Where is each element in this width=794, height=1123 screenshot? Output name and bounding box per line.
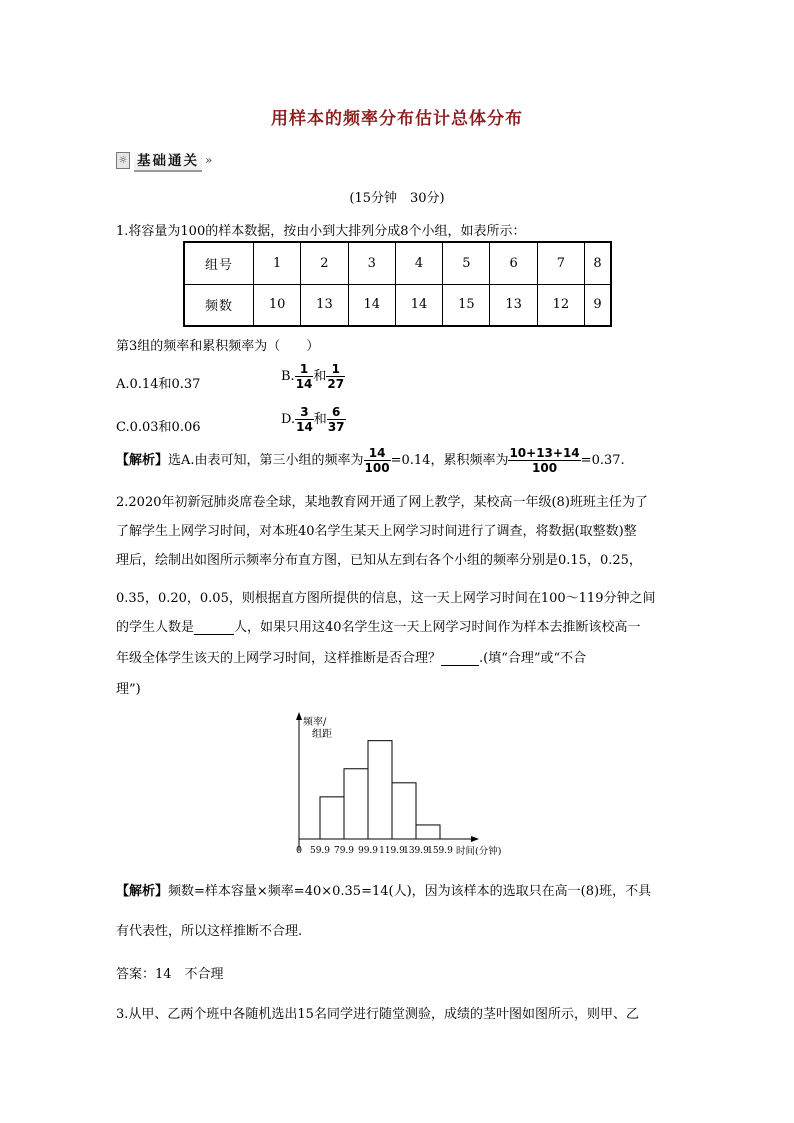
table-cell: 13 [301,284,348,326]
histogram-bar [368,741,392,839]
x-label: 时间(分钟) [456,846,502,857]
fraction [364,446,391,475]
section-label: 基础通关 [134,149,202,172]
conjunction: 和 [313,369,327,384]
table-cell: 10 [254,284,301,326]
option-a: A.0.14和0.37 [116,377,201,392]
fraction [326,362,345,391]
time-note: (15分钟 30分) [349,191,445,206]
fraction [295,405,314,434]
analysis-text: 频数=样本容量×频率=40×0.35=14(人)，因为该样本的选取只在高一(8)班，不具 [168,884,652,899]
analysis-text: =0.14，累积频率为 [390,453,509,468]
double-chevron-icon: » [205,153,213,167]
q2-analysis-line1 [116,880,651,899]
answer-text: ：14 不合理 [142,967,224,982]
numerator: 3 [295,405,314,420]
x-tick-label: 79.9 [333,846,355,856]
table-row [184,242,611,284]
numerator: 1 [295,362,314,377]
x-tick-label: 159.9 [427,846,453,856]
q2-line2: 了解学生上网学习时间，对本班40名学生某天上网学习时间进行了调查，将数据(取整数)整 [116,524,637,539]
origin-label: 0 [296,845,303,856]
x-tick-label: 139.9 [403,846,429,856]
option-d [281,405,346,434]
x-tick-label: 119.9 [379,846,405,856]
x-tick-label: 99.9 [357,846,379,856]
fraction [327,405,346,434]
frequency-table [183,241,612,327]
denominator: 14 [295,377,313,391]
analysis-tag: 【解析】 [116,453,169,468]
histogram-bar [392,783,416,839]
table-header-cell: 组号 [184,242,254,284]
q1-question: 第3组的频率和累积频率为（ ） [116,339,320,354]
table-cell: 7 [537,242,584,284]
option-c: C.0.03和0.06 [116,420,201,435]
page-title: 用样本的频率分布估计总体分布 [271,109,523,129]
y-axis-arrow [296,712,302,720]
option-b [281,362,345,391]
q2-line6 [116,647,586,666]
table-cell: 8 [585,242,611,284]
option-b-label: B. [281,369,295,384]
section-banner [116,150,212,170]
fraction [508,446,580,475]
table-cell: 1 [254,242,301,284]
numerator: 6 [327,405,346,420]
table-cell: 3 [348,242,395,284]
histogram-bar [416,825,440,839]
denominator: 27 [327,377,345,391]
table-cell: 6 [490,242,537,284]
q2-text: 人，如果只用这40名学生这一天上网学习时间作为样本去推断该校高一 [234,620,641,635]
table-cell: 5 [443,242,490,284]
x-axis-arrow [471,836,479,842]
table-cell: 13 [490,284,537,326]
table-cell: 4 [395,242,442,284]
histogram-bar [320,797,344,839]
numerator: 10+13+14 [509,446,580,460]
q1-stem: 1.将容量为100的样本数据，按由小到大排列分成8个小组，如表所示： [116,224,526,239]
q2-line1: 2.2020年初新冠肺炎席卷全球，某地教育网开通了网上教学，某校高一年级(8)班班主任为了 [116,495,648,510]
table-cell: 14 [395,284,442,326]
table-row [184,284,611,326]
table-header-cell: 频数 [184,284,254,326]
x-tick-label: 59.9 [309,846,331,856]
table-cell: 2 [301,242,348,284]
q2-analysis-line2: 有代表性，所以这样推断不合理. [116,924,303,939]
lightbulb-icon: ☼ [116,152,130,169]
q2-line5 [116,616,641,635]
denominator: 14 [296,420,313,434]
analysis-tag: 【解析】 [116,884,169,899]
option-d-label: D. [281,412,296,427]
q2-text: 的学生人数是 [116,620,195,635]
denominator: 37 [327,420,345,434]
q1-analysis [116,446,625,475]
histogram-bar [344,769,368,839]
q2-text: 年级全体学生该天的上网学习时间，这样推断是否合理？ [116,651,442,666]
q2-text: .(填“合理”或“不合 [479,651,587,666]
numerator: 1 [326,362,345,377]
fraction [295,362,314,391]
numerator: 14 [364,446,391,461]
analysis-text: 选A.由表可知，第三小组的频率为 [168,453,364,468]
q2-line7: 理”) [116,682,141,697]
answer-blank[interactable] [441,652,479,666]
conjunction: 和 [313,412,327,427]
denominator: 100 [532,461,558,475]
table-cell: 14 [348,284,395,326]
histogram-chart [285,708,525,863]
table-cell: 15 [443,284,490,326]
q2-answer [116,963,224,982]
table-cell: 9 [585,284,611,326]
y-label-bottom: 组距 [312,729,332,740]
analysis-text: =0.37. [580,453,625,468]
q2-line4: 0.35，0.20，0.05，则根据直方图所提供的信息，这一天上网学习时间在100～119分钟之间 [116,591,656,606]
q3-line1: 3.从甲、乙两个班中各随机选出15名同学进行随堂测验，成绩的茎叶图如图所示，则甲、乙 [116,1007,639,1022]
denominator: 100 [364,461,390,475]
q2-line3: 理后，绘制出如图所示频率分布直方图，已知从左到右各个小组的频率分别是0.15，0.25， [116,553,642,568]
answer-tag: 答案 [116,967,143,982]
y-label-top: 频率/ [303,717,327,728]
table-cell: 12 [537,284,584,326]
answer-blank[interactable] [194,621,234,635]
